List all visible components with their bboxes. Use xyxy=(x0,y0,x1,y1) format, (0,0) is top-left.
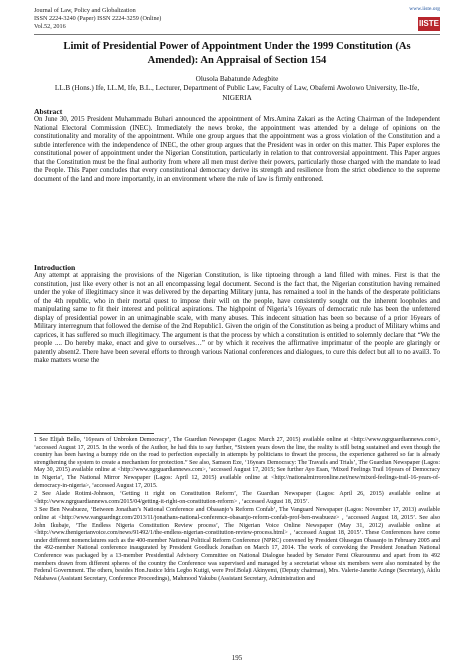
paper-title: Limit of Presidential Power of Appointment Under the 1999 Constitution (As Amended): An Appraisal of Section 154 xyxy=(63,41,411,66)
journal-issn: ISSN 2224-3240 (Paper) ISSN 2224-3259 (Online) xyxy=(34,15,162,23)
introduction-text: Any attempt at appraising the provisions of the Nigerian Constitution, is like tiptoeing through a land filled with mines. First is that the constitution, just like every other is not an all encompassing legal document. Second is the fact that, the Nigerian constitution having remained under the yoke of illegitimacy since it was delivered by the departing Military junta, has remained a tool in the hands of the desperate politicians of the 4th republic, who in their mortal quest to impose their will on the people, have consistently sought out the inherent loopholes and manipulating same to fit their interest and political aspirations. The highpoint of Nigeria’s 16years of democratic rule has been the unfettered display of presidential power in an unimaginable scale, with many abuses. This indecent situation has been so because of a prior 16years of Military interregnum that followed the demise of the 2nd Republic1. Given the origin of the Constitution as being a product of Military whims and caprices, it has suffered so much illegitimacy. The argument is that the process by which a constitution is entitled to solemnly declare that “We the people .... Do hereby make, enact and give to ourselves…” or by which it receives the affirmative imprimatur of the people are glaringly or patently absent2. There have been several efforts to through various National conferences and dialogues, to cure this defect but all to no avail3. To make matters worse the xyxy=(34,272,440,365)
footnote-2: 2 See Alade Rotimi-Johnson, ‘Getting it right on Constitution Reform’, The Guardian Newspaper (Lagos: April 26, 2015) available online at <http://www.ngrguardiannews.com/2015/04/getting-it-right-on-constitution-reform> , ‘accessed August 18, 2015’. xyxy=(34,491,440,505)
footnotes xyxy=(34,437,440,584)
author-block xyxy=(40,75,434,103)
author-affiliation: LL.B (Hons.) Ife, LL.M, Ife, B.L., Lecturer, Department of Public Law, Faculty of Law, Obafemi Awolowo University, Ile-Ife, NIGERIA xyxy=(54,84,420,102)
introduction-heading: Introduction xyxy=(34,263,76,272)
iiste-logo-icon: IISTE xyxy=(418,17,440,31)
header-rule xyxy=(34,34,440,35)
footnote-1: 1 See Elijah Bello, ‘16years of Unbroken Democracy’, The Guardian Newspaper (Lagos: March 27, 2015) available online at <http://www.ngrguardiannews.com>, ‘accessed August 17, 2015. In the words of the Author, he had this to say further, “Sixteen years down the line, the reality is still being sustained and even though the country has been having a bumpy ride on the road to perfection especially in attempts by politicians to thwart the process, the experience gathered so far is already strengthening the system to create a mechanism for protection.” See also, Samson Eze, ‘16years Democracy: The Travails and Trials’, The Guardian Newspaper (Lagos: May 30, 2015) available online at <http://www.ngrguardiannews.com>, ‘accessed August 17, 2015; See further Ayo Esan, ‘Mixed Feelings Trail 16years of Democracy in Nigeria’, The National Mirror Newspaper (Lagos: April 12, 2015) available online at <http://nationalmirroronline.net/new/mixed-feelings-trail-16-years-of-democracy-in-nigeria>, ‘accessed August 17, 2015. xyxy=(34,437,440,489)
journal-header xyxy=(34,7,161,32)
journal-name: Journal of Law, Policy and Globalization xyxy=(34,7,136,14)
site-url[interactable]: www.iiste.org xyxy=(409,6,440,12)
author-name: Olusola Babatunde Adegbite xyxy=(195,75,279,83)
abstract-text: On June 30, 2015 President Muhammadu Buhari announced the appointment of Mrs.Amina Zakari as the Acting Chairman of the Independent National Electoral Commission (INEC). Immediately the news broke, the appointment was attended by a deluge of opinions on the constitutionality and morality of the appointment. While one group argues that the appointment was a gross violation of the Constitution and a subtle interference with the independence of INEC, the other group argues that the President was in order on this matter. This Paper explores the constitutional power of appointment under the Nigerian Constitution, particularly in relation to that controversial appointment. This Paper argues that the Constitution must be the final authority from where all men must derive their powers, particularly those charged with the mandate to lead the People. This Paper concludes that every constitutional democracy derive its strength and resilience from the strict obedience to the supreme document of the land and more importantly, in an environment where the rule of law is firmly enthroned. xyxy=(34,116,440,183)
publisher-logo xyxy=(396,6,440,32)
page-number: 195 xyxy=(231,654,243,662)
journal-volume: Vol.52, 2016 xyxy=(34,23,66,31)
abstract-heading: Abstract xyxy=(34,107,63,116)
footnote-rule xyxy=(34,433,154,434)
footnote-3: 3 See Ben Nwabueze, ‘Between Jonathan’s National Conference and Obasanjo’s Reform Confab’, The Vanguard Newspaper (Lagos: November 17, 2013) available online at <http://www.vanguardngr.com/2013/11/jonathans-national-conference-obasanjo-reform-confab-prof-ben-nwabueze> , ‘accessed August 18, 2015’. See also John Ikubaje, ‘The Endless Nigeria Constitution Review process’, The Nigerian Voice Online Newspaper (May 31, 2012) available online at <http://www.thenigerianvoice.com/news/91492/1/the-endless-nigerian-constitution-review-process.html> , ‘accessed August 18, 2015’. These Conferences have come under different nomenclatures such as the 400-member National Political Reform Conference (NPRC) convened by President Olusegun Obasanjo in February 2005 and the 492-member National conference inaugurated by President Goodluck Jonathan on March 17, 2014. The work of convoking the President Jonathan National Conference was packaged by a 13-member Presidential Advisory Committee on National Dialogue headed by Senator Femi Okurounmu and apart from its 492 members drawn from different spheres of the country the Conference was supervised and managed by a secretariat whose six members were also nominated by the Federal Government. The others, besides Hon.Justice Idris Legbo Kutigi, were Prof.Bolaji Akinyemi, (Deputy chairman), Mrs. Valerie-Janette Azinge (Secretary), Akilu Ndabawa (Assistant Secretary, Conference Proceedings), Mahmood Yakubu (Assistant Secretary, Administration and xyxy=(34,507,440,582)
